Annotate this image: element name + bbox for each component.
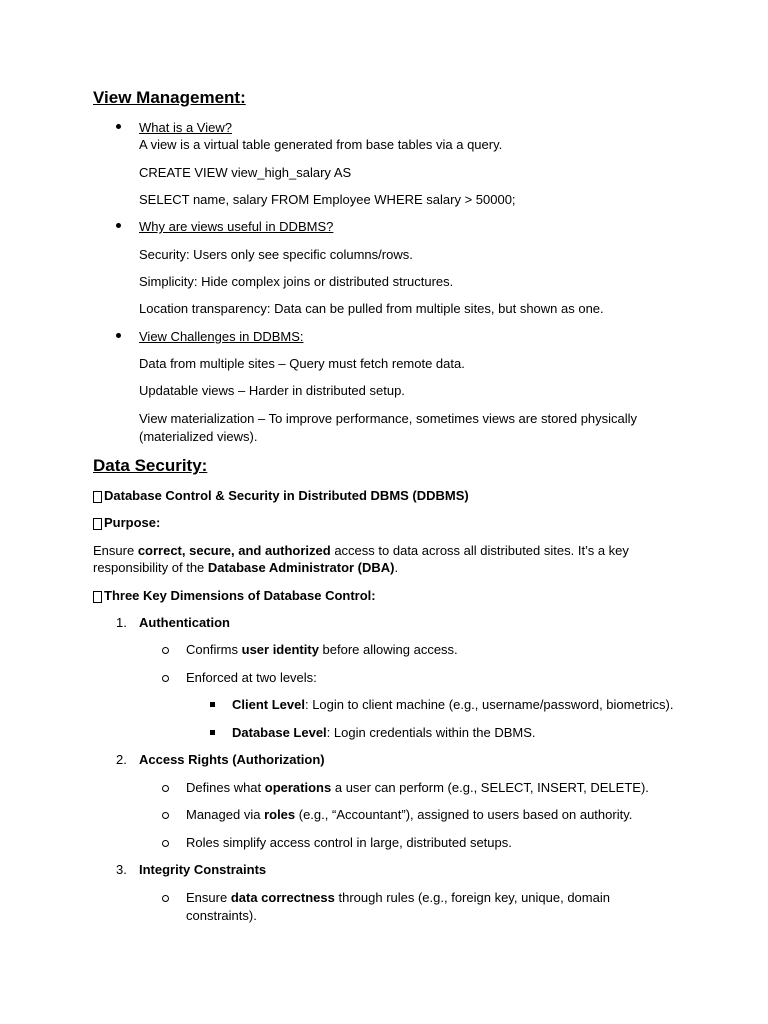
list-number: 3. — [116, 862, 127, 877]
missing-glyph-icon — [93, 491, 102, 503]
access-text: a user can perform (e.g., SELECT, INSERT, DELETE). — [331, 780, 649, 795]
why-item: Location transparency: Data can be pulled from multiple sites, but shown as one. — [139, 301, 604, 316]
challenge-item: Data from multiple sites – Query must fetch remote data. — [139, 356, 465, 371]
purpose-text: Ensure — [93, 543, 138, 558]
authentication-title: Authentication — [139, 615, 230, 630]
integrity-item-line-1 — [186, 889, 610, 907]
access-text: Managed via — [186, 807, 265, 822]
square-bullet-icon — [210, 730, 215, 735]
data-security-heading: Data Security: — [93, 456, 208, 475]
circle-bullet-icon — [162, 675, 169, 682]
challenges-title: View Challenges in DDBMS: — [139, 329, 304, 344]
integrity-emphasis: data correctness — [230, 890, 335, 905]
security-subtitle: Database Control & Security in Distributed DBMS (DDBMS) — [104, 488, 469, 503]
bullet-icon — [116, 223, 121, 228]
purpose-emphasis: correct, secure, and authorized — [137, 543, 331, 558]
client-level-item — [232, 696, 673, 714]
integrity-text: through rules (e.g., foreign key, unique, domain — [334, 890, 610, 905]
dba-emphasis: Database Administrator (DBA) — [207, 560, 395, 575]
access-emphasis: operations — [264, 780, 332, 795]
why-item: Security: Users only see specific columns/rows. — [139, 247, 413, 262]
list-number: 2. — [116, 752, 127, 767]
circle-bullet-icon — [162, 785, 169, 792]
dimensions-label: Three Key Dimensions of Database Control: — [104, 588, 376, 603]
auth-text: before allowing access. — [318, 642, 458, 657]
client-level-label: Client Level — [232, 697, 305, 712]
purpose-text-line-2 — [93, 559, 398, 577]
database-level-label: Database Level — [232, 725, 327, 740]
integrity-title: Integrity Constraints — [139, 862, 267, 877]
auth-text: Confirms — [186, 642, 242, 657]
bullet-icon — [116, 124, 121, 129]
challenge-item: Updatable views – Harder in distributed setup. — [139, 383, 405, 398]
what-is-view-title: What is a View? — [139, 120, 232, 135]
access-emphasis: roles — [264, 807, 296, 822]
code-line-2: SELECT name, salary FROM Employee WHERE salary > 50000; — [139, 192, 516, 207]
view-management-heading: View Management: — [93, 88, 246, 107]
why-item: Simplicity: Hide complex joins or distributed structures. — [139, 274, 454, 289]
access-rights-title: Access Rights (Authorization) — [139, 752, 325, 767]
auth-item-enforced: Enforced at two levels: — [186, 670, 317, 685]
missing-glyph-icon — [93, 518, 102, 530]
access-text: Defines what — [186, 780, 265, 795]
circle-bullet-icon — [162, 812, 169, 819]
integrity-text: Ensure — [186, 890, 231, 905]
access-text: (e.g., “Accountant”), assigned to users based on authority. — [295, 807, 633, 822]
purpose-text: access to data across all distributed sites. It’s a key — [330, 543, 629, 558]
circle-bullet-icon — [162, 647, 169, 654]
auth-item-confirms — [186, 641, 458, 659]
purpose-text-line-1 — [93, 542, 629, 560]
missing-glyph-icon — [93, 591, 102, 603]
database-level-text: : Login credentials within the DBMS. — [326, 725, 536, 740]
circle-bullet-icon — [162, 895, 169, 902]
access-item-roles: Roles simplify access control in large, distributed setups. — [186, 835, 512, 850]
access-item-defines — [186, 779, 649, 797]
purpose-text: responsibility of the — [93, 560, 208, 575]
circle-bullet-icon — [162, 840, 169, 847]
what-is-view-desc: A view is a virtual table generated from base tables via a query. — [139, 137, 503, 152]
integrity-item-line-2: constraints). — [186, 908, 257, 923]
auth-emphasis: user identity — [241, 642, 319, 657]
database-level-item — [232, 724, 536, 742]
square-bullet-icon — [210, 702, 215, 707]
bullet-icon — [116, 333, 121, 338]
list-number: 1. — [116, 615, 127, 630]
challenge-item-cont: (materialized views). — [139, 429, 258, 444]
purpose-label: Purpose: — [104, 515, 161, 530]
challenge-item: View materialization – To improve performance, sometimes views are stored physically — [139, 411, 638, 426]
why-useful-title: Why are views useful in DDBMS? — [139, 219, 334, 234]
access-item-managed — [186, 806, 632, 824]
client-level-text: : Login to client machine (e.g., username/password, biometrics). — [304, 697, 674, 712]
code-line-1: CREATE VIEW view_high_salary AS — [139, 165, 352, 180]
purpose-text: . — [394, 560, 399, 575]
